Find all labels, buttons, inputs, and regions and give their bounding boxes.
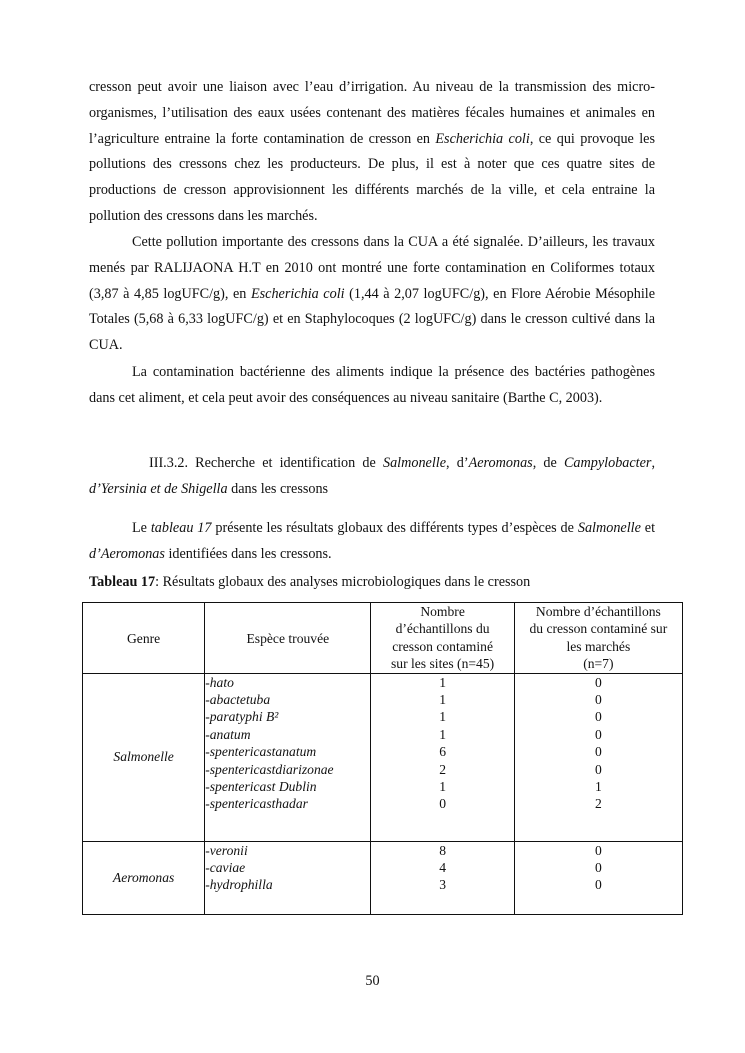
sites-counts-salmonelle: 1 1 1 1 6 2 1 0: [371, 673, 514, 841]
header-species: Espèce trouvée: [205, 603, 371, 674]
table-caption-text: : Résultats globaux des analyses microbiologiques dans le cresson: [155, 574, 531, 590]
species-item: -hydrophilla: [205, 877, 273, 893]
species-item: -paratyphi B²: [205, 709, 279, 725]
species-item: -caviae: [205, 859, 246, 875]
header-sites: Nombre d’échantillons du cresson contaminé sur les sites (n=45): [371, 603, 514, 674]
paragraph-4: [89, 516, 655, 568]
paragraph-2-text: Cette pollution importante des cressons dans la CUA a été signalée. D’ailleurs, les travaux menés par RALIJAONA H.T en 2010 ont montré une forte contamination en Coliformes totaux (3,87 à 4,85 logUFC/g), en Escherichia coli (1,44 à 2,07 logUFC/g), en Flore Aérobie Mésophile Totales (5,68 à 6,33 logUFC/g) et en Staphylocoques (2 logUFC/g) dans le cresson cultivé dans la CUA.: [89, 234, 655, 354]
header-genre: Genre: [83, 603, 205, 674]
emphasis-escherichia-coli: Escherichia coli: [250, 285, 345, 302]
species-item: -spentericastdiarizonae: [205, 761, 334, 777]
genre-salmonelle: Salmonelle: [83, 673, 205, 841]
markets-counts-aeromonas: 0 0 0: [514, 841, 682, 914]
paragraph-1-text: cresson peut avoir une liaison avec l’eau d’irrigation. Au niveau de la transmission des micro-organismes, l’utilisation des eaux usées contenant des matières fécales humaines et animales en l’agriculture entraine la forte contamination de cresson en Escherichia coli, ce qui provoque les pollutions des cressons chez les producteurs. De plus, il est à noter que ces quatre sites de productions de cresson approvisionnent les différents marchés de la ville, et cela entraine la pollution des cressons dans les marchés.: [89, 79, 655, 224]
page-number: 50: [365, 973, 380, 989]
markets-counts-salmonelle: 0 0 0 0 0 0 1 2: [514, 673, 682, 841]
sites-counts-aeromonas: 8 4 3: [371, 841, 514, 914]
paragraph-1: [89, 75, 655, 230]
species-item: -spentericasthadar: [205, 796, 308, 812]
paragraph-3-text: La contamination bactérienne des aliments indique la présence des bactéries pathogènes dans cet aliment, et cela peut avoir des conséquences au niveau sanitaire (Barthe C, 2003).: [89, 364, 655, 406]
section-heading: [89, 451, 655, 503]
species-item: -veronii: [205, 842, 248, 858]
species-item: -anatum: [205, 726, 251, 742]
table-row-aeromonas: [83, 841, 683, 914]
species-item: -abactetuba: [205, 691, 271, 707]
header-markets: Nombre d’échantillons du cresson contaminé sur les marchés (n=7): [514, 603, 682, 674]
section-heading-text: III.3.2. Recherche et identification de Salmonelle, d’Aeromonas, de Campylobacter, d’Yersinia et de Shigella dans les cressons: [89, 455, 655, 497]
species-item: -spentericast Dublin: [205, 778, 317, 794]
paragraph-4-text: Le tableau 17 présente les résultats globaux des différents types d’espèces de Salmonelle et d’Aeromonas identifiées dans les cressons.: [89, 520, 656, 562]
table-caption: [89, 572, 530, 592]
emphasis-escherichia-coli: Escherichia coli: [435, 130, 530, 147]
species-list-aeromonas: [205, 841, 371, 914]
species-item: -hato: [205, 674, 234, 690]
paragraph-2: [89, 230, 655, 359]
table-row-salmonelle: [83, 673, 683, 841]
genre-aeromonas: Aeromonas: [83, 841, 205, 914]
table-caption-label: Tableau 17: [89, 574, 156, 590]
species-item: -spentericastanatum: [205, 744, 317, 760]
paragraph-3: [89, 360, 655, 412]
results-table: [82, 602, 683, 915]
table-header-row: [83, 603, 683, 674]
species-list-salmonelle: [205, 673, 371, 841]
